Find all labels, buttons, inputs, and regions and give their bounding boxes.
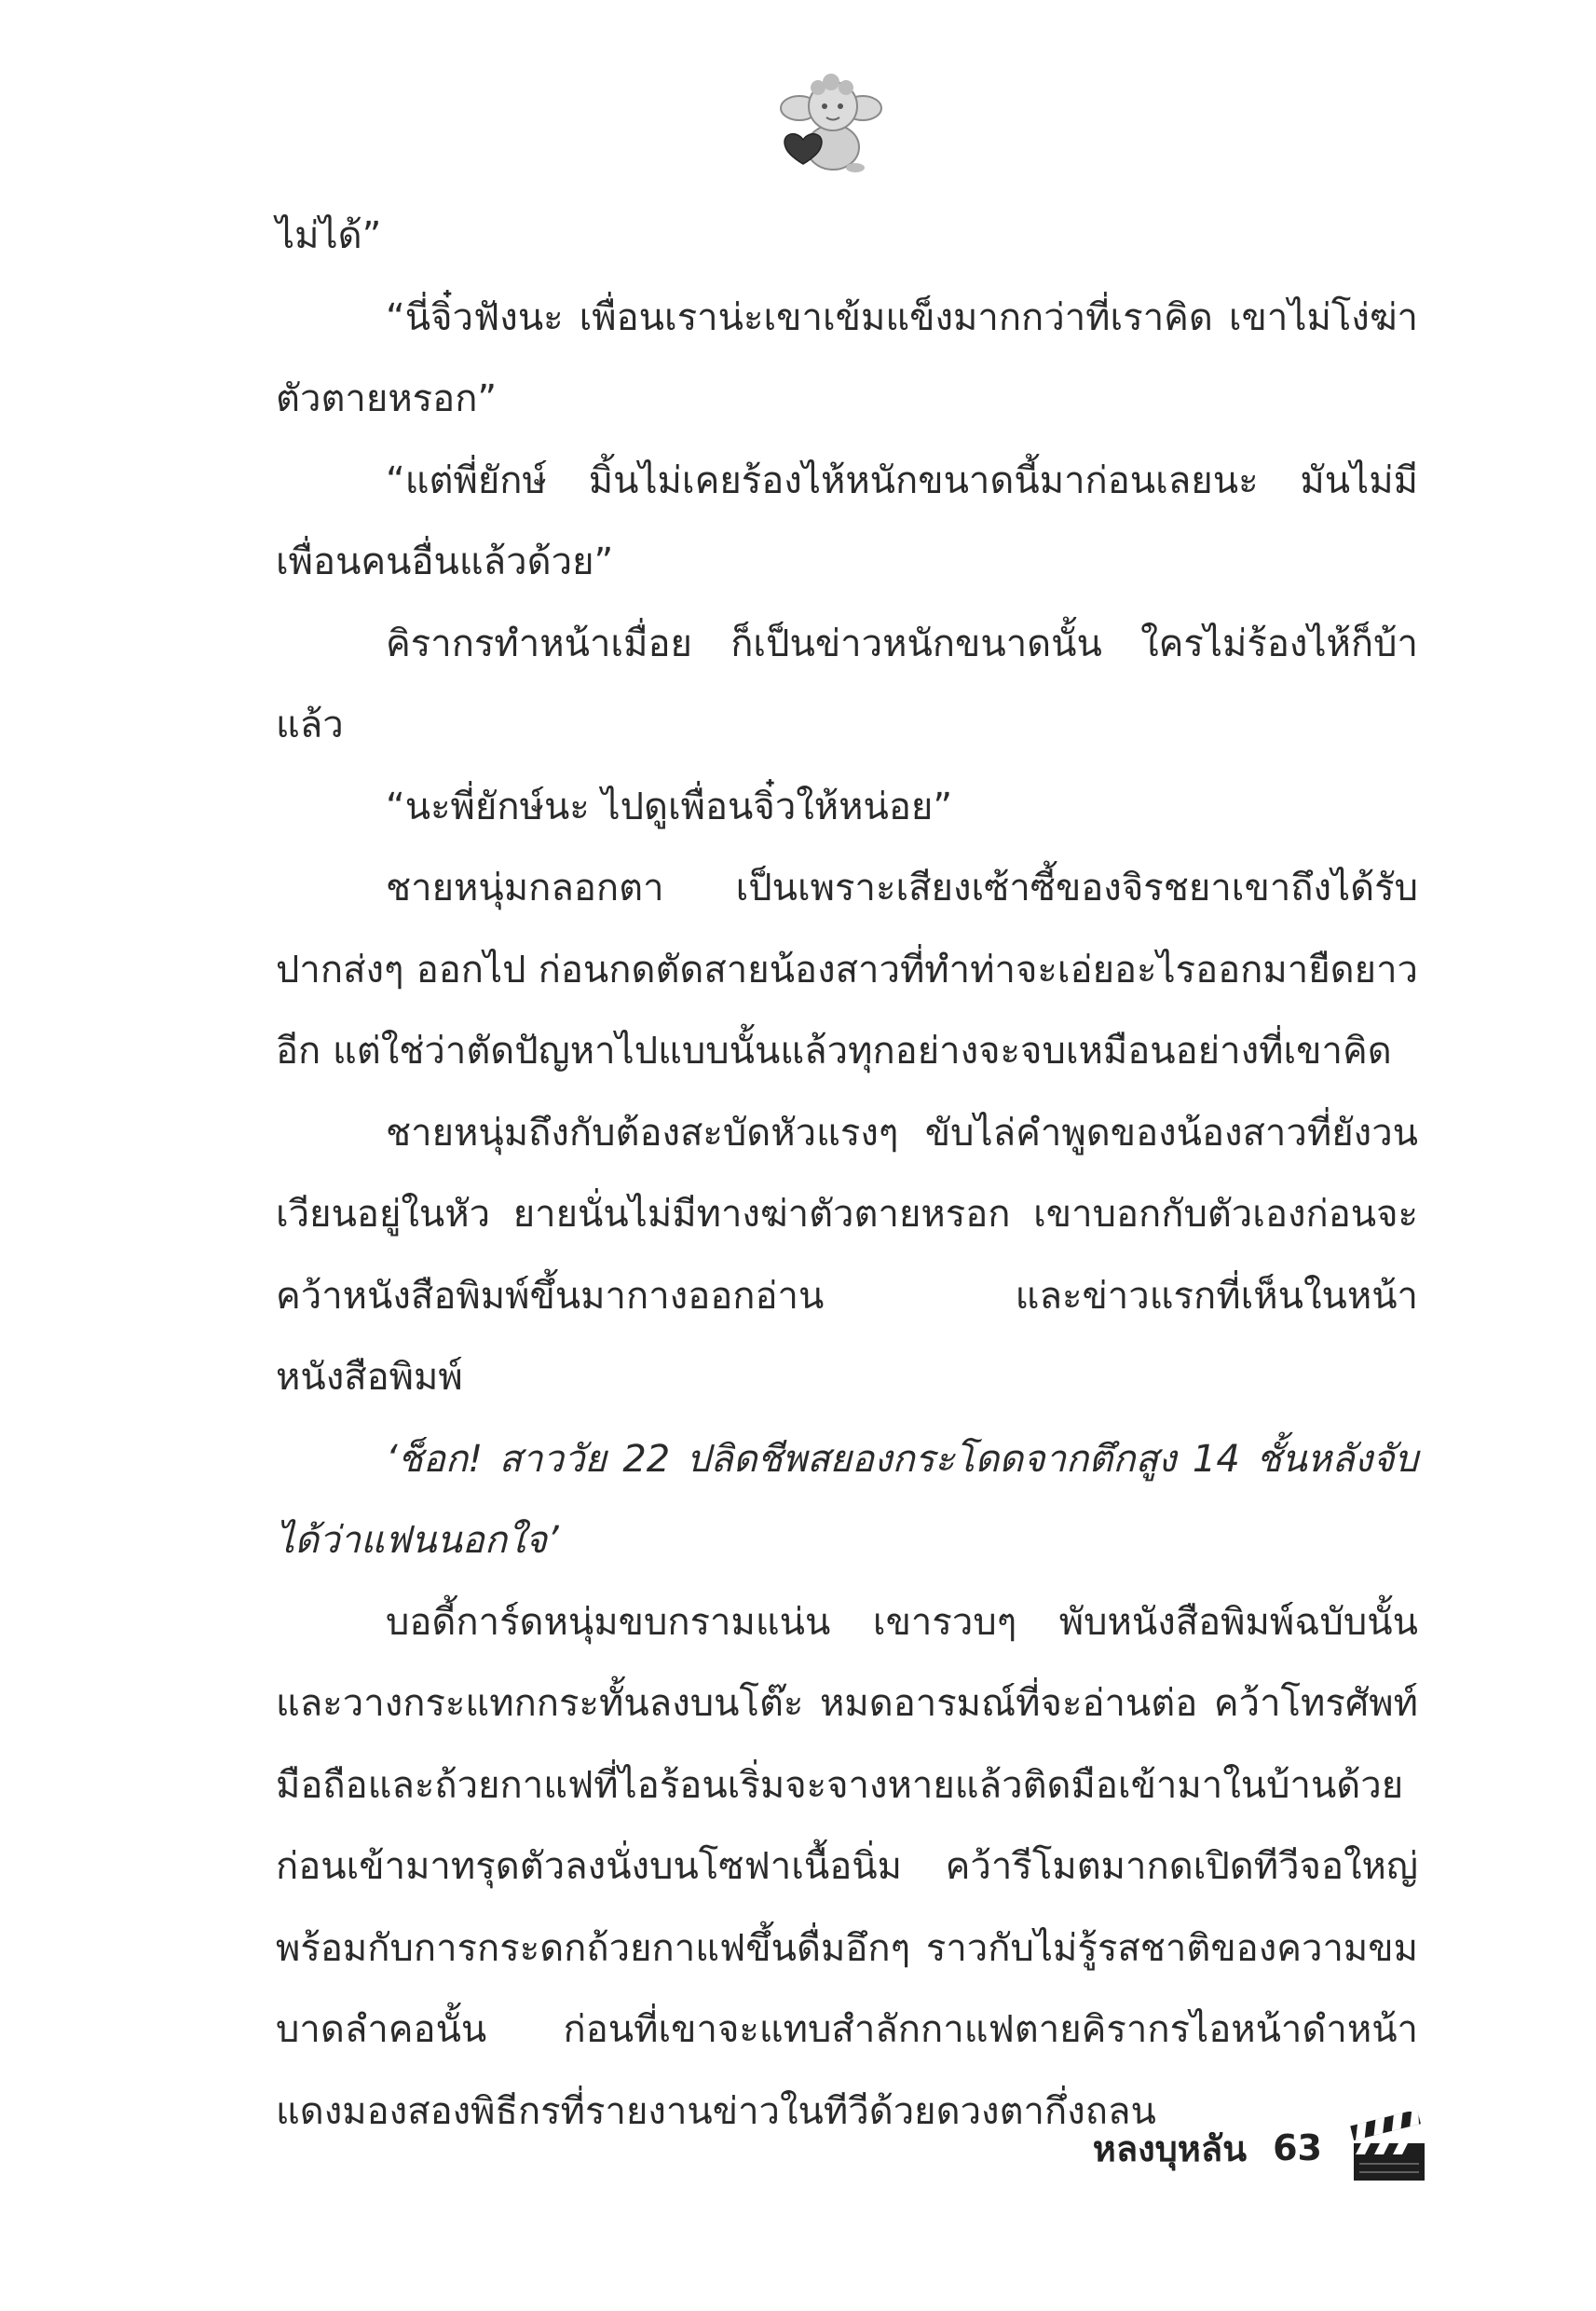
paragraph: ชายหนุ่มถึงกับต้องสะบัดหัวแรงๆ ขับไล่คำพูดของน้องสาวที่ยังวนเวียนอยู่ในหัว ยายนั่นไม่มีทางฆ่าตัวตายหรอก เขาบอกกับตัวเองก่อนจะคว้าหนังสือพิมพ์ขึ้นมากางออกอ่าน และข่าวแรกที่เห็นในหน้าหนังสือพิมพ์ xyxy=(276,1111,1418,1399)
paragraph: ชายหนุ่มกลอกตา เป็นเพราะเสียงเซ้าซี้ของจิรชยาเขาถึงได้รับปากส่งๆ ออกไป ก่อนกดตัดสายน้องสาวที่ทำท่าจะเอ่ยอะไรออกมายืดยาวอีก แต่ใช่ว่าตัดปัญหาไปแบบนั้นแล้วทุกอย่างจะจบเหมือนอย่างที่เขาคิด xyxy=(276,867,1418,1073)
paragraph: “แต่พี่ยักษ์ มิ้นไม่เคยร้องไห้หนักขนาดนี้มาก่อนเลยนะ มันไม่มีเพื่อนคนอื่นแล้วด้วย” xyxy=(276,458,1418,583)
clapperboard-icon xyxy=(1348,2112,1428,2184)
book-title: หลงบุหลัน xyxy=(1092,2127,1248,2169)
story-text xyxy=(276,196,1418,2153)
paragraph: ไม่ได้” xyxy=(276,214,382,257)
cherub-heart-icon xyxy=(775,67,887,179)
headline-quote: ‘ช็อก! สาววัย 22 ปลิดชีพสยองกระโดดจากตึกสูง 14 ชั้นหลังจับได้ว่าแฟนนอกใจ’ xyxy=(276,1437,1418,1562)
page-footer xyxy=(1093,2106,1428,2190)
paragraph: “นะพี่ยักษ์นะ ไปดูเพื่อนจิ๋วให้หน่อย” xyxy=(386,785,953,828)
page-number: 63 xyxy=(1273,2127,1322,2168)
paragraph: บอดี้การ์ดหนุ่มขบกรามแน่น เขารวบๆ พับหนังสือพิมพ์ฉบับนั้นและวางกระแทกกระทั้นลงบนโต๊ะ หมดอารมณ์ที่จะอ่านต่อ คว้าโทรศัพท์มือถือและถ้วยกาแฟที่ไอร้อนเริ่มจะจางหายแล้วติดมือเข้ามาในบ้านด้วย ก่อนเข้ามาทรุดตัวลงนั่งบนโซฟาเนื้อนิ่ม คว้ารีโมตมากดเปิดทีวีจอใหญ่พร้อมกับการกระดกถ้วยกาแฟขึ้นดื่มอึกๆ ราวกับไม่รู้รสชาติของความขมบาดลำคอนั้น ก่อนที่เขาจะแทบสำลักกาแฟตายคิรากรไอหน้าดำหน้าแดงมองสองพิธีกรที่รายงานข่าวในทีวีด้วยดวงตากึ่งถลน xyxy=(276,1600,1418,2133)
paragraph: “นี่จิ๋วฟังนะ เพื่อนเราน่ะเขาเข้มแข็งมากกว่าที่เราคิด เขาไม่โง่ฆ่าตัวตายหรอก” xyxy=(276,295,1418,420)
paragraph: คิรากรทำหน้าเมื่อย ก็เป็นข่าวหนักขนาดนั้น ใครไม่ร้องไห้ก็บ้าแล้ว xyxy=(276,622,1418,746)
